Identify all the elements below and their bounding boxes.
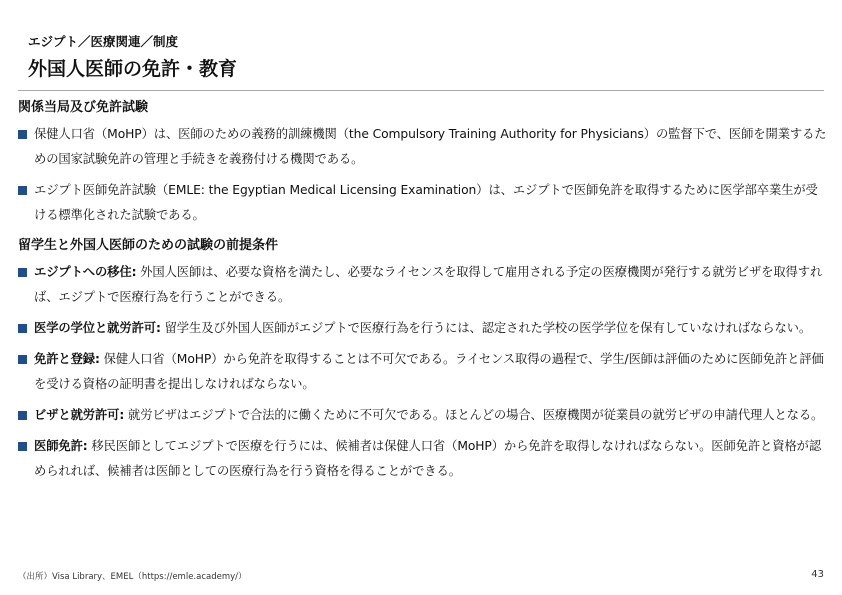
list-item — [18, 434, 828, 484]
bullet-text: 移民医師としてエジプトで医療を行うには、候補者は保健人口省（MoHP）から免許を取得しなければならない。医師免許と資格が認められれば、候補者は医師としての医療行為を行う資格を得ることができる。 — [34, 439, 822, 478]
square-bullet-icon — [18, 130, 27, 139]
square-bullet-icon — [18, 411, 27, 420]
bullet-lead: 医師免許: — [34, 439, 88, 453]
source-note: （出所）Visa Library、EMEL（https://emle.academy/） — [18, 572, 247, 582]
page-title: 外国人医師の免許・教育 — [28, 58, 238, 80]
list-item — [18, 403, 828, 428]
section-heading-prerequisites: 留学生と外国人医師のための試験の前提条件 — [18, 238, 279, 253]
square-bullet-icon — [18, 442, 27, 451]
bullet-text: 就労ビザはエジプトで合法的に働くために不可欠である。ほとんどの場合、医療機関が従業員の就労ビザの申請代理人となる。 — [124, 408, 824, 422]
square-bullet-icon — [18, 186, 27, 195]
list-item — [18, 316, 828, 341]
bullet-lead: エジプトへの移住: — [34, 265, 137, 279]
list-item — [18, 178, 828, 228]
main-content — [18, 98, 828, 490]
title-divider — [18, 90, 824, 91]
square-bullet-icon — [18, 324, 27, 333]
breadcrumb: エジプト／医療関連／制度 — [28, 34, 179, 49]
page-number: 43 — [811, 569, 824, 580]
bullet-text: 保健人口省（MoHP）は、医師のための義務的訓練機関（the Compulsory Training Authority for Physicians）の監督下で、医師を開業するための国家試験免許の管理と手続きを義務付ける機関である。 — [34, 127, 827, 166]
list-item — [18, 122, 828, 172]
bullet-text: エジプト医師免許試験（EMLE: the Egyptian Medical Licensing Examination）は、エジプトで医師免許を取得するために医学部卒業生が受ける標準化された試験である。 — [34, 183, 818, 222]
bullet-lead: 医学の学位と就労許可: — [34, 321, 161, 335]
list-item — [18, 260, 828, 310]
bullet-text: 留学生及び外国人医師がエジプトで医療行為を行うには、認定された学校の医学学位を保有していなければならない。 — [160, 321, 812, 335]
bullet-lead: 免許と登録: — [34, 352, 100, 366]
bullet-lead: ビザと就労許可: — [34, 408, 125, 422]
section-heading-authorities: 関係当局及び免許試験 — [18, 100, 149, 115]
bullet-text: 保健人口省（MoHP）から免許を取得することは不可欠である。ライセンス取得の過程で、学生/医師は評価のために医師免許と評価を受ける資格の証明書を提出しなければならない。 — [34, 352, 824, 391]
square-bullet-icon — [18, 355, 27, 364]
square-bullet-icon — [18, 268, 27, 277]
list-item — [18, 347, 828, 397]
bullet-text: 外国人医師は、必要な資格を満たし、必要なライセンスを取得して雇用される予定の医療機関が発行する就労ビザを取得すれば、エジプトで医療行為を行うことができる。 — [34, 265, 823, 304]
